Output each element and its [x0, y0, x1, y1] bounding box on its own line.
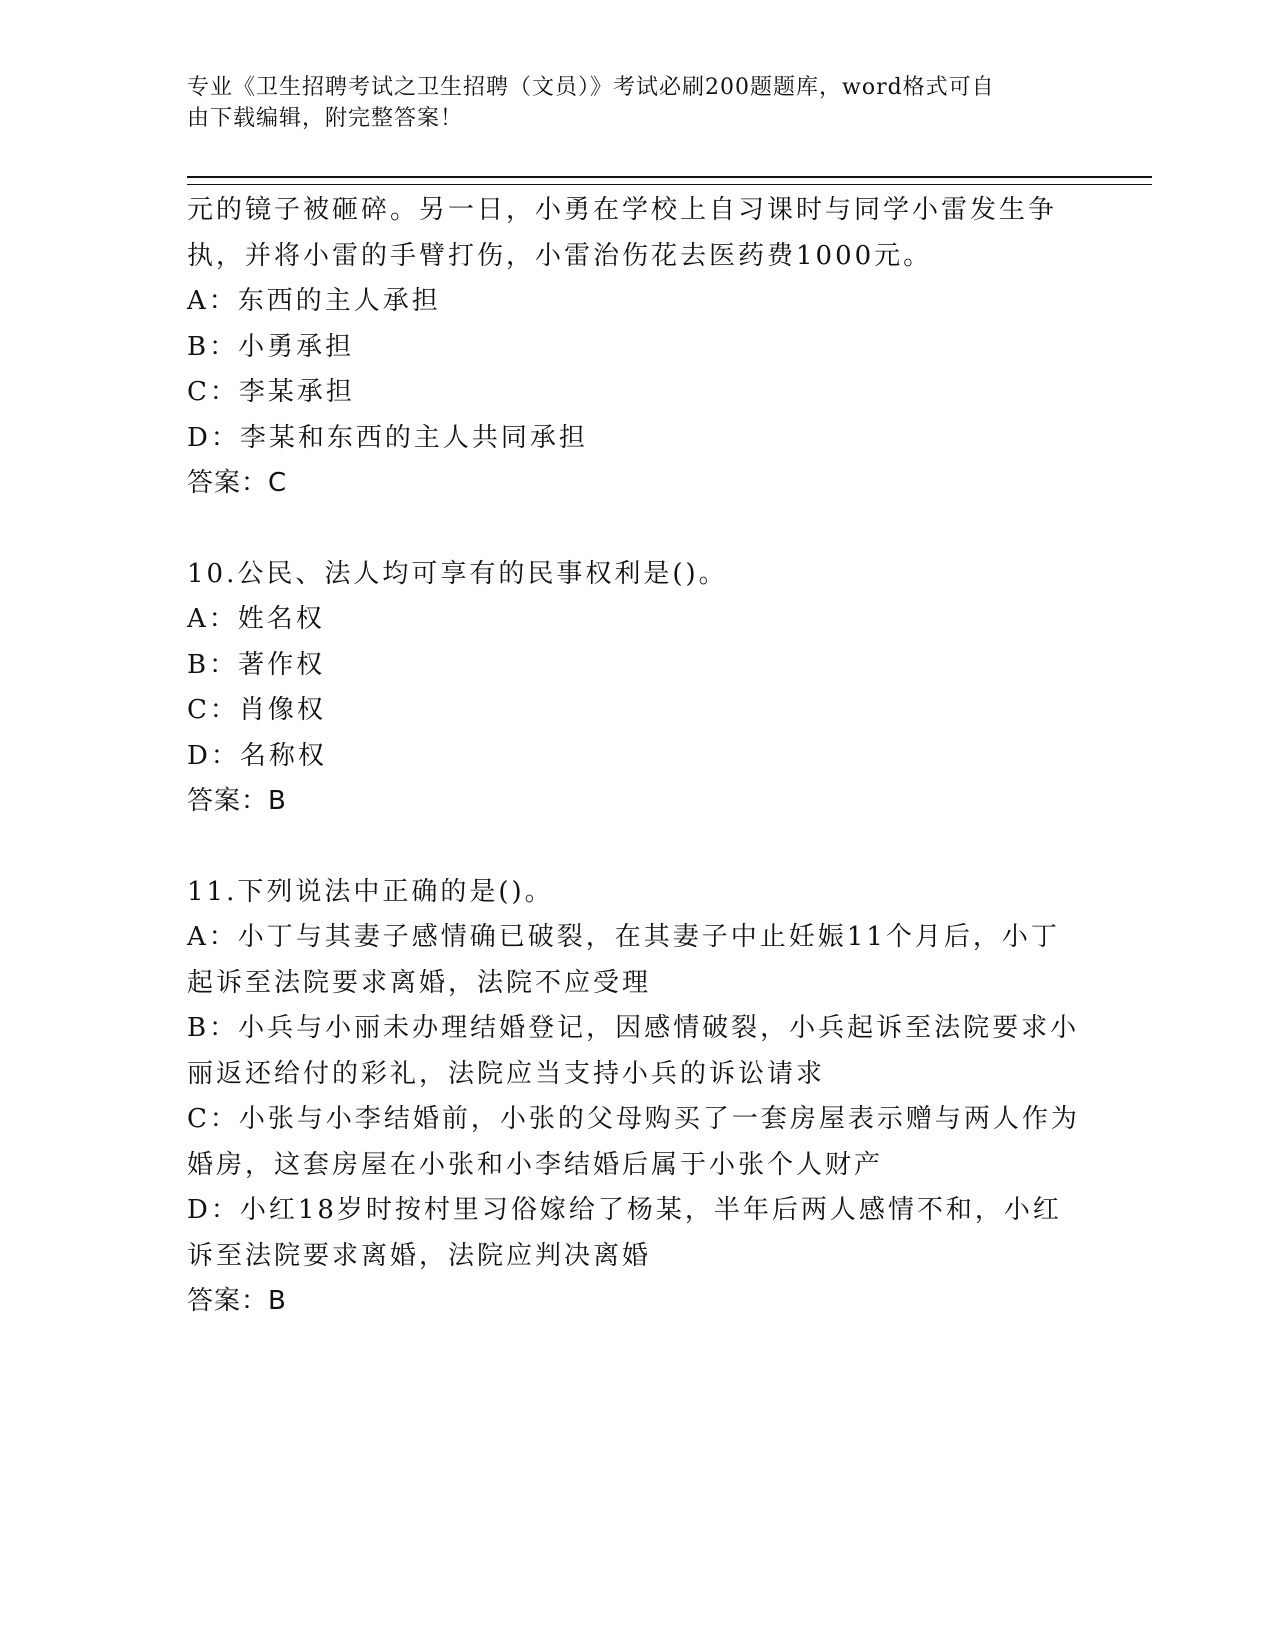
page-header	[187, 72, 1067, 134]
header-line-2: 由下载编辑，附完整答案！	[187, 106, 464, 131]
option-b: B：小勇承担	[187, 331, 355, 362]
option-b-continued: 丽返还给付的彩礼，法院应当支持小兵的诉讼请求	[187, 1058, 826, 1089]
option-d: D：名称权	[187, 740, 327, 771]
header-line-1: 专业《卫生招聘考试之卫生招聘（文员）》考试必刷200题题库，word格式可自	[187, 75, 995, 100]
option-a: A：姓名权	[187, 604, 325, 634]
question-content	[187, 188, 1087, 1325]
question-stem-line: 元的镜子被砸碎。另一日，小勇在学校上自习课时与同学小雷发生争	[187, 195, 1058, 225]
option-a: A：小丁与其妻子感情确已破裂，在其妻子中止妊娠11个月后，小丁	[187, 922, 1060, 952]
question-stem-line: 执，并将小雷的手臂打伤，小雷治伤花去医药费1000元。	[187, 240, 933, 271]
option-b: B：小兵与小丽未办理结婚登记，因感情破裂，小兵起诉至法院要求小	[187, 1013, 1080, 1043]
question-11	[187, 870, 1087, 1325]
question-9	[187, 188, 1087, 507]
question-stem: 11.下列说法中正确的是()。	[187, 876, 554, 907]
spacer	[187, 825, 1087, 870]
option-c: C：肖像权	[187, 695, 326, 725]
question-10	[187, 552, 1087, 825]
question-stem: 10.公民、法人均可享有的民事权利是()。	[187, 558, 728, 589]
option-c: C：小张与小李结婚前，小张的父母购买了一套房屋表示赠与两人作为	[187, 1104, 1080, 1134]
option-a: A：东西的主人承担	[187, 286, 441, 316]
answer-line: 答案：B	[187, 786, 287, 816]
option-d: D：小红18岁时按村里习俗嫁给了杨某，半年后两人感情不和，小红	[187, 1195, 1062, 1225]
option-a-continued: 起诉至法院要求离婚，法院不应受理	[187, 967, 652, 998]
option-d-continued: 诉至法院要求离婚，法院应判决离婚	[187, 1240, 652, 1271]
option-c-continued: 婚房，这套房屋在小张和小李结婚后属于小张个人财产	[187, 1149, 884, 1180]
option-c: C：李某承担	[187, 377, 355, 407]
spacer	[187, 507, 1087, 552]
option-d: D：李某和东西的主人共同承担	[187, 422, 588, 453]
option-b: B：著作权	[187, 649, 326, 680]
answer-line: 答案：C	[187, 468, 288, 498]
header-divider	[187, 176, 1152, 185]
answer-line: 答案：B	[187, 1286, 287, 1316]
